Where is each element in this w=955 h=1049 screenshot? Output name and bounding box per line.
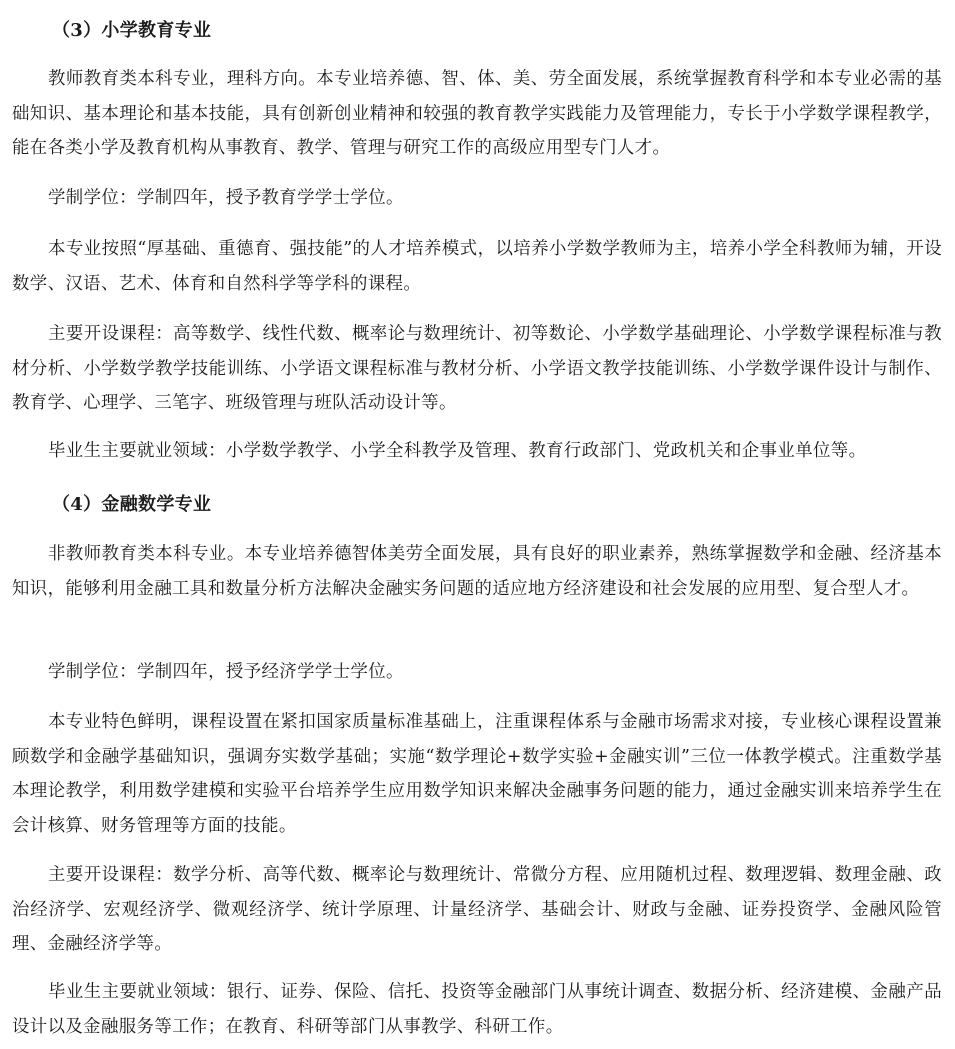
section-heading-primary-education: （3）小学教育专业 [52, 20, 212, 41]
section-heading-financial-mathematics: （4）金融数学专业 [52, 494, 212, 515]
paragraph-employment: 毕业生主要就业领域：银行、证券、保险、信托、投资等金融部门从事统计调查、数据分析、经济建模、金融产品设计以及金融服务等工作；在教育、科研等部门从事教学、科研工作。 [12, 982, 942, 1037]
paragraph-program-description: 教师教育类本科专业，理科方向。本专业培养德、智、体、美、劳全面发展，系统掌握教育科学和本专业必需的基础知识、基本理论和基本技能，具有创新创业精神和较强的教育教学实践能力及管理能力，专长于小学数学课程教学，能在各类小学及教育机构从事教育、教学、管理与研究工作的高级应用型专门人才。 [12, 69, 942, 158]
paragraph-degree-info: 学制学位：学制四年，授予教育学学士学位。 [48, 188, 404, 208]
paragraph-employment: 毕业生主要就业领域：小学数学教学、小学全科教学及管理、教育行政部门、党政机关和企事业单位等。 [48, 441, 867, 461]
paragraph-main-courses: 主要开设课程：高等数学、线性代数、概率论与数理统计、初等数论、小学数学基础理论、小学数学课程标准与教材分析、小学数学教学技能训练、小学语文课程标准与教材分析、小学语文教学技能训练、小学数学课件设计与制作、教育学、心理学、三笔字、班级管理与班队活动设计等。 [12, 324, 942, 413]
paragraph-main-courses: 主要开设课程：数学分析、高等代数、概率论与数理统计、常微分方程、应用随机过程、数理逻辑、数理金融、政治经济学、宏观经济学、微观经济学、统计学原理、计量经济学、基础会计、财政与金融、证券投资学、金融风险管理、金融经济学等。 [12, 865, 942, 954]
paragraph-program-description: 非教师教育类本科专业。本专业培养德智体美劳全面发展，具有良好的职业素养，熟练掌握数学和金融、经济基本知识，能够利用金融工具和数量分析方法解决金融实务问题的适应地方经济建设和社会发展的应用型、复合型人才。 [12, 544, 942, 599]
paragraph-program-features: 本专业特色鲜明，课程设置在紧扣国家质量标准基础上，注重课程体系与金融市场需求对接，专业核心课程设置兼顾数学和金融学基础知识，强调夯实数学基础；实施“数学理论+数学实验+金融实训”三位一体教学模式。注重数学基本理论教学，利用数学建模和实验平台培养学生应用数学知识来解决金融事务问题的能力，通过金融实训来培养学生在会计核算、财务管理等方面的技能。 [12, 712, 942, 836]
paragraph-training-model: 本专业按照“厚基础、重德育、强技能”的人才培养模式，以培养小学数学教师为主，培养小学全科教师为辅，开设数学、汉语、艺术、体育和自然科学等学科的课程。 [12, 239, 942, 294]
paragraph-degree-info: 学制学位：学制四年，授予经济学学士学位。 [48, 662, 404, 682]
